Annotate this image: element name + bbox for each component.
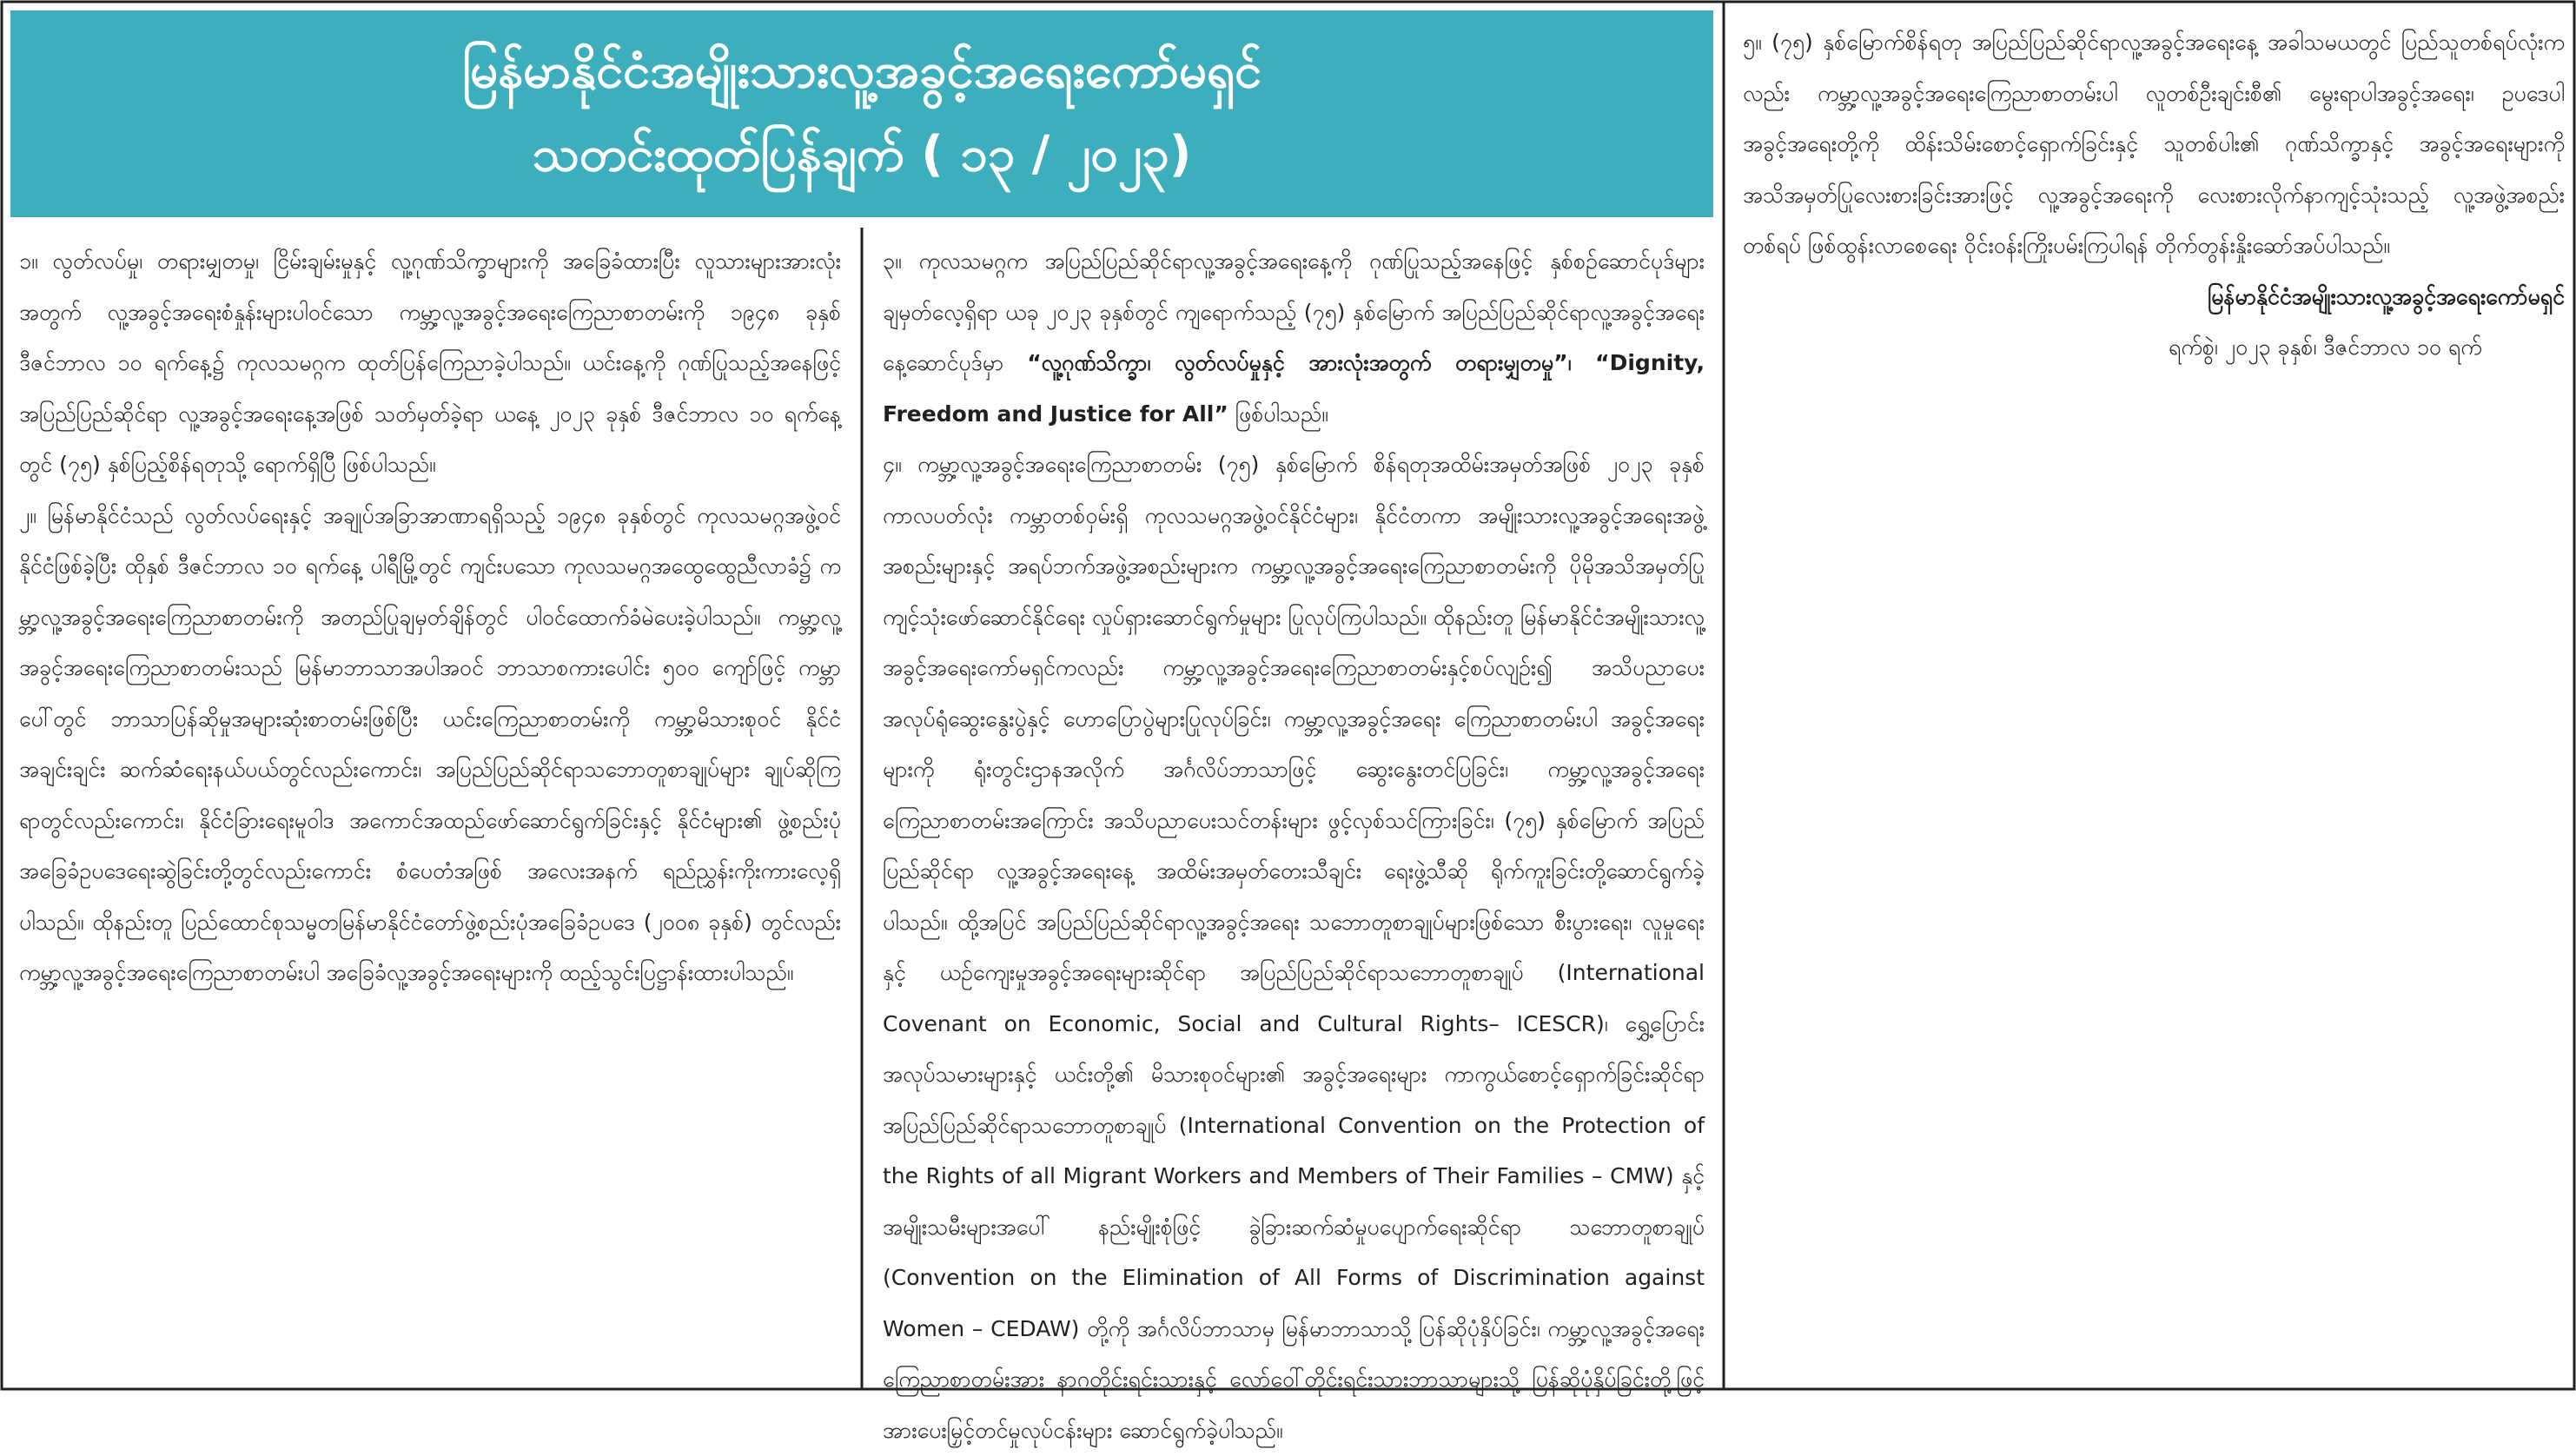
signature-commission: မြန်မာနိုင်ငံအမျိုးသားလူ့အခွင့်အရေးကော်မရှင် bbox=[2208, 283, 2565, 309]
column-2 bbox=[883, 236, 1705, 1443]
paragraph-2: ၂။ မြန်မာနိုင်ငံသည် လွတ်လပ်ရေးနှင့် အချုပ်အခြာအာဏာရရှိသည့် ၁၉၄၈ ခုနှစ်တွင် ကုလသမဂ္ဂအဖွဲ့ဝင်နိုင်ငံဖြစ်ခဲ့ပြီး ထိုနှစ် ဒီဇင်ဘာလ ၁၀ ရက်နေ့ ပါရီမြို့တွင် ကျင်းပသော ကုလသမဂ္ဂအထွေထွေညီလာခံ၌ ကမ္ဘာ့လူ့အခွင့်အရေးကြေညာစာတမ်းကို အတည်ပြုချမှတ်ချိန်တွင် ပါဝင်ထောက်ခံမဲပေးခဲ့ပါသည်။ ကမ္ဘာ့လူ့အခွင့်အရေးကြေညာစာတမ်းသည် မြန်မာဘာသာအပါအဝင် ဘာသာစကားပေါင်း ၅၀၀ ကျော်ဖြင့် ကမ္ဘာပေါ်တွင် ဘာသာပြန်ဆိုမှုအများဆုံးစာတမ်းဖြစ်ပြီး ယင်းကြေညာစာတမ်းကို ကမ္ဘာ့မိသားစုဝင် နိုင်ငံအချင်းချင်း ဆက်ဆံရေးနယ်ပယ်တွင်လည်းကောင်း၊ အပြည်ပြည်ဆိုင်ရာသဘောတူစာချုပ်များ ချုပ်ဆိုကြရာတွင်လည်းကောင်း၊ နိုင်ငံခြားရေးမူဝါဒ အကောင်အထည်ဖော်ဆောင်ရွက်ခြင်းနှင့် နိုင်ငံများ၏ ဖွဲ့စည်းပုံအခြေခံဥပဒေရေးဆွဲခြင်းတို့တွင်လည်းကောင်း စံပေတံအဖြစ် အလေးအနက် ရည်ညွှန်းကိုးကားလေ့ရှိပါသည်။ ထိုနည်းတူ ပြည်ထောင်စုသမ္မတမြန်မာနိုင်ငံတော်ဖွဲ့စည်းပုံအခြေခံဥပဒေ (၂၀၀၈ ခုနှစ်) တွင်လည်း ကမ္ဘာ့လူ့အခွင့်အရေးကြေညာစာတမ်းပါ အခြေခံလူ့အခွင့်အရေးများကို ထည့်သွင်းပြဋ္ဌာန်းထားပါသည်။ bbox=[19, 502, 841, 985]
column-3 bbox=[1743, 17, 2565, 1381]
theme-slogan: “လူ့ဂုဏ်သိက္ခာ၊ လွတ်လပ်မှုနှင့် အားလုံးအတွက် တရားမျှတမှု”၊ “Dignity, Freedom and Justice for All” bbox=[883, 350, 1705, 427]
release-date: ရက်စွဲ၊ ၂၀၂၃ ခုနှစ်၊ ဒီဇင်ဘာလ ၁၀ ရက် bbox=[2169, 334, 2482, 360]
paragraph-4: ၄။ ကမ္ဘာ့လူ့အခွင့်အရေးကြေညာစာတမ်း (၇၅) နှစ်မြောက် စိန်ရတုအထိမ်းအမှတ်အဖြစ် ၂၀၂၃ ခုနှစ် ကာလပတ်လုံး ကမ္ဘာတစ်ဝှမ်းရှိ ကုလသမဂ္ဂအဖွဲ့ဝင်နိုင်ငံများ၊ နိုင်ငံတကာ အမျိုးသားလူ့အခွင့်အရေးအဖွဲ့အစည်းများနှင့် အရပ်ဘက်အဖွဲ့အစည်းများက ကမ္ဘာ့လူ့အခွင့်အရေးကြေညာစာတမ်းကို ပိုမိုအသိအမှတ်ပြု ကျင့်သုံးဖော်ဆောင်နိုင်ရေး လှုပ်ရှားဆောင်ရွက်မှုများ ပြုလုပ်ကြပါသည်။ ထိုနည်းတူ မြန်မာနိုင်ငံအမျိုးသားလူ့အခွင့်အရေးကော်မရှင်ကလည်း ကမ္ဘာ့လူ့အခွင့်အရေးကြေညာစာတမ်းနှင့်စပ်လျဉ်း၍ အသိပညာပေးအလုပ်ရုံဆွေးနွေးပွဲနှင့် ဟောပြောပွဲများပြုလုပ်ခြင်း၊ ကမ္ဘာ့လူ့အခွင့်အရေး ကြေညာစာတမ်းပါ အခွင့်အရေးများကို ရုံးတွင်းဌာနအလိုက် အင်္ဂလိပ်ဘာသာဖြင့် ဆွေးနွေးတင်ပြခြင်း၊ ကမ္ဘာ့လူ့အခွင့်အရေး ကြေညာစာတမ်းအကြောင်း အသိပညာပေးသင်တန်းများ ဖွင့်လှစ်သင်ကြားခြင်း၊ (၇၅) နှစ်မြောက် အပြည်ပြည်ဆိုင်ရာ လူ့အခွင့်အရေးနေ့ အထိမ်းအမှတ်တေးသီချင်း ရေးဖွဲ့သီဆို ရိုက်ကူးခြင်းတို့ဆောင်ရွက်ခဲ့ပါသည်။ ထို့အပြင် အပြည်ပြည်ဆိုင်ရာလူ့အခွင့်အရေး သဘောတူစာချုပ်များဖြစ်သော စီးပွားရေး၊ လူမှုရေးနှင့် ယဉ်ကျေးမှုအခွင့်အရေးများဆိုင်ရာ အပြည်ပြည်ဆိုင်ရာသဘောတူစာချုပ် (International Covenant on Economic, Social and Cultural Rights– ICESCR)၊ ရွှေ့ပြောင်းအလုပ်သမားများနှင့် ယင်းတို့၏ မိသားစုဝင်များ၏ အခွင့်အရေးများ ကာကွယ်စောင့်ရှောက်ခြင်းဆိုင်ရာ အပြည်ပြည်ဆိုင်ရာသဘောတူစာချုပ် (International Convention on the Protection of the Rights of all Migrant Workers and Members of Their Families – CMW) နှင့် အမျိုးသမီးများအပေါ် နည်းမျိုးစုံဖြင့် ခွဲခြားဆက်ဆံမှုပပျောက်ရေးဆိုင်ရာ သဘောတူစာချုပ် (Convention on the Elimination of All Forms of Discrimination against Women – CEDAW) တို့ကို အင်္ဂလိပ်ဘာသာမှ မြန်မာဘာသာသို့ ပြန်ဆိုပုံနှိပ်ခြင်း၊ ကမ္ဘာ့လူ့အခွင့်အရေး ကြေညာစာတမ်းအား နာဂတိုင်းရင်းသားနှင့် လော်ဝေါ်တိုင်းရင်းသားဘာသာများသို့ ပြန်ဆိုပုံနှိပ်ခြင်းတို့ဖြင့် အားပေးမြှင့်တင်မှုလုပ်ငန်းများ ဆောင်ရွက်ခဲ့ပါသည်။ bbox=[883, 452, 1705, 1443]
paragraph-5: ၅။ (၇၅) နှစ်မြောက်စိန်ရတု အပြည်ပြည်ဆိုင်ရာလူ့အခွင့်အရေးနေ့ အခါသမယတွင် ပြည်သူတစ်ရပ်လုံးကလည်း ကမ္ဘာ့လူ့အခွင့်အရေးကြေညာစာတမ်းပါ လူတစ်ဦးချင်းစီ၏ မွေးရာပါအခွင့်အရေး၊ ဥပဒေပါအခွင့်အရေးတို့ကို ထိန်းသိမ်းစောင့်ရှောက်ခြင်းနှင့် သူတစ်ပါး၏ ဂုဏ်သိက္ခာနှင့် အခွင့်အရေးများကို အသိအမှတ်ပြုလေးစားခြင်းအားဖြင့် လူ့အခွင့်အရေးကို လေးစားလိုက်နာကျင့်သုံးသည့် လူ့အဖွဲ့အစည်းတစ်ရပ် ဖြစ်ထွန်းလာစေရေး ဝိုင်းဝန်းကြိုးပမ်းကြပါရန် တိုက်တွန်းနှိုးဆော်အပ်ပါသည်။ bbox=[1743, 30, 2565, 258]
column-1 bbox=[19, 236, 841, 1381]
title-banner bbox=[10, 10, 1713, 217]
paragraph-3-ending: ဖြစ်ပါသည်။ bbox=[1228, 400, 1328, 427]
paragraph-3 bbox=[883, 236, 1705, 440]
paragraph-1: ၁။ လွတ်လပ်မှု၊ တရားမျှတမှု၊ ငြိမ်းချမ်းမှုနှင့် လူ့ဂုဏ်သိက္ခာများကို အခြေခံထားပြီး လူသားများအားလုံးအတွက် လူ့အခွင့်အရေးစံနှုန်းများပါဝင်သော ကမ္ဘာ့လူ့အခွင့်အရေးကြေညာစာတမ်းကို ၁၉၄၈ ခုနှစ် ဒီဇင်ဘာလ ၁၀ ရက်နေ့၌ ကုလသမဂ္ဂက ထုတ်ပြန်ကြေညာခဲ့ပါသည်။ ယင်းနေ့ကို ဂုဏ်ပြုသည့်အနေဖြင့် အပြည်ပြည်ဆိုင်ရာ လူ့အခွင့်အရေးနေ့အဖြစ် သတ်မှတ်ခဲ့ရာ ယနေ့ ၂၀၂၃ ခုနှစ် ဒီဇင်ဘာလ ၁၀ ရက်နေ့တွင် (၇၅) နှစ်ပြည့်စိန်ရတုသို့ ရောက်ရှိပြီ ဖြစ်ပါသည်။ bbox=[19, 248, 841, 477]
press-release-number-title: သတင်းထုတ်ပြန်ချက် ( ၁၃ / ၂၀၂၃) bbox=[532, 126, 1192, 182]
commission-name-title: မြန်မာနိုင်ငံအမျိုးသားလူ့အခွင့်အရေးကော်မရှင် bbox=[461, 43, 1262, 99]
paragraph-3-text: ၃။ ကုလသမဂ္ဂက အပြည်ပြည်ဆိုင်ရာလူ့အခွင့်အရေးနေ့ကို ဂုဏ်ပြုသည့်အနေဖြင့် နှစ်စဉ်ဆောင်ပုဒ်များချမှတ်လေ့ရှိရာ ယခု ၂၀၂၃ ခုနှစ်တွင် ကျရောက်သည့် (၇၅) နှစ်မြောက် အပြည်ပြည်ဆိုင်ရာလူ့အခွင့်အရေးနေ့ဆောင်ပုဒ်မှာ bbox=[883, 248, 1705, 375]
